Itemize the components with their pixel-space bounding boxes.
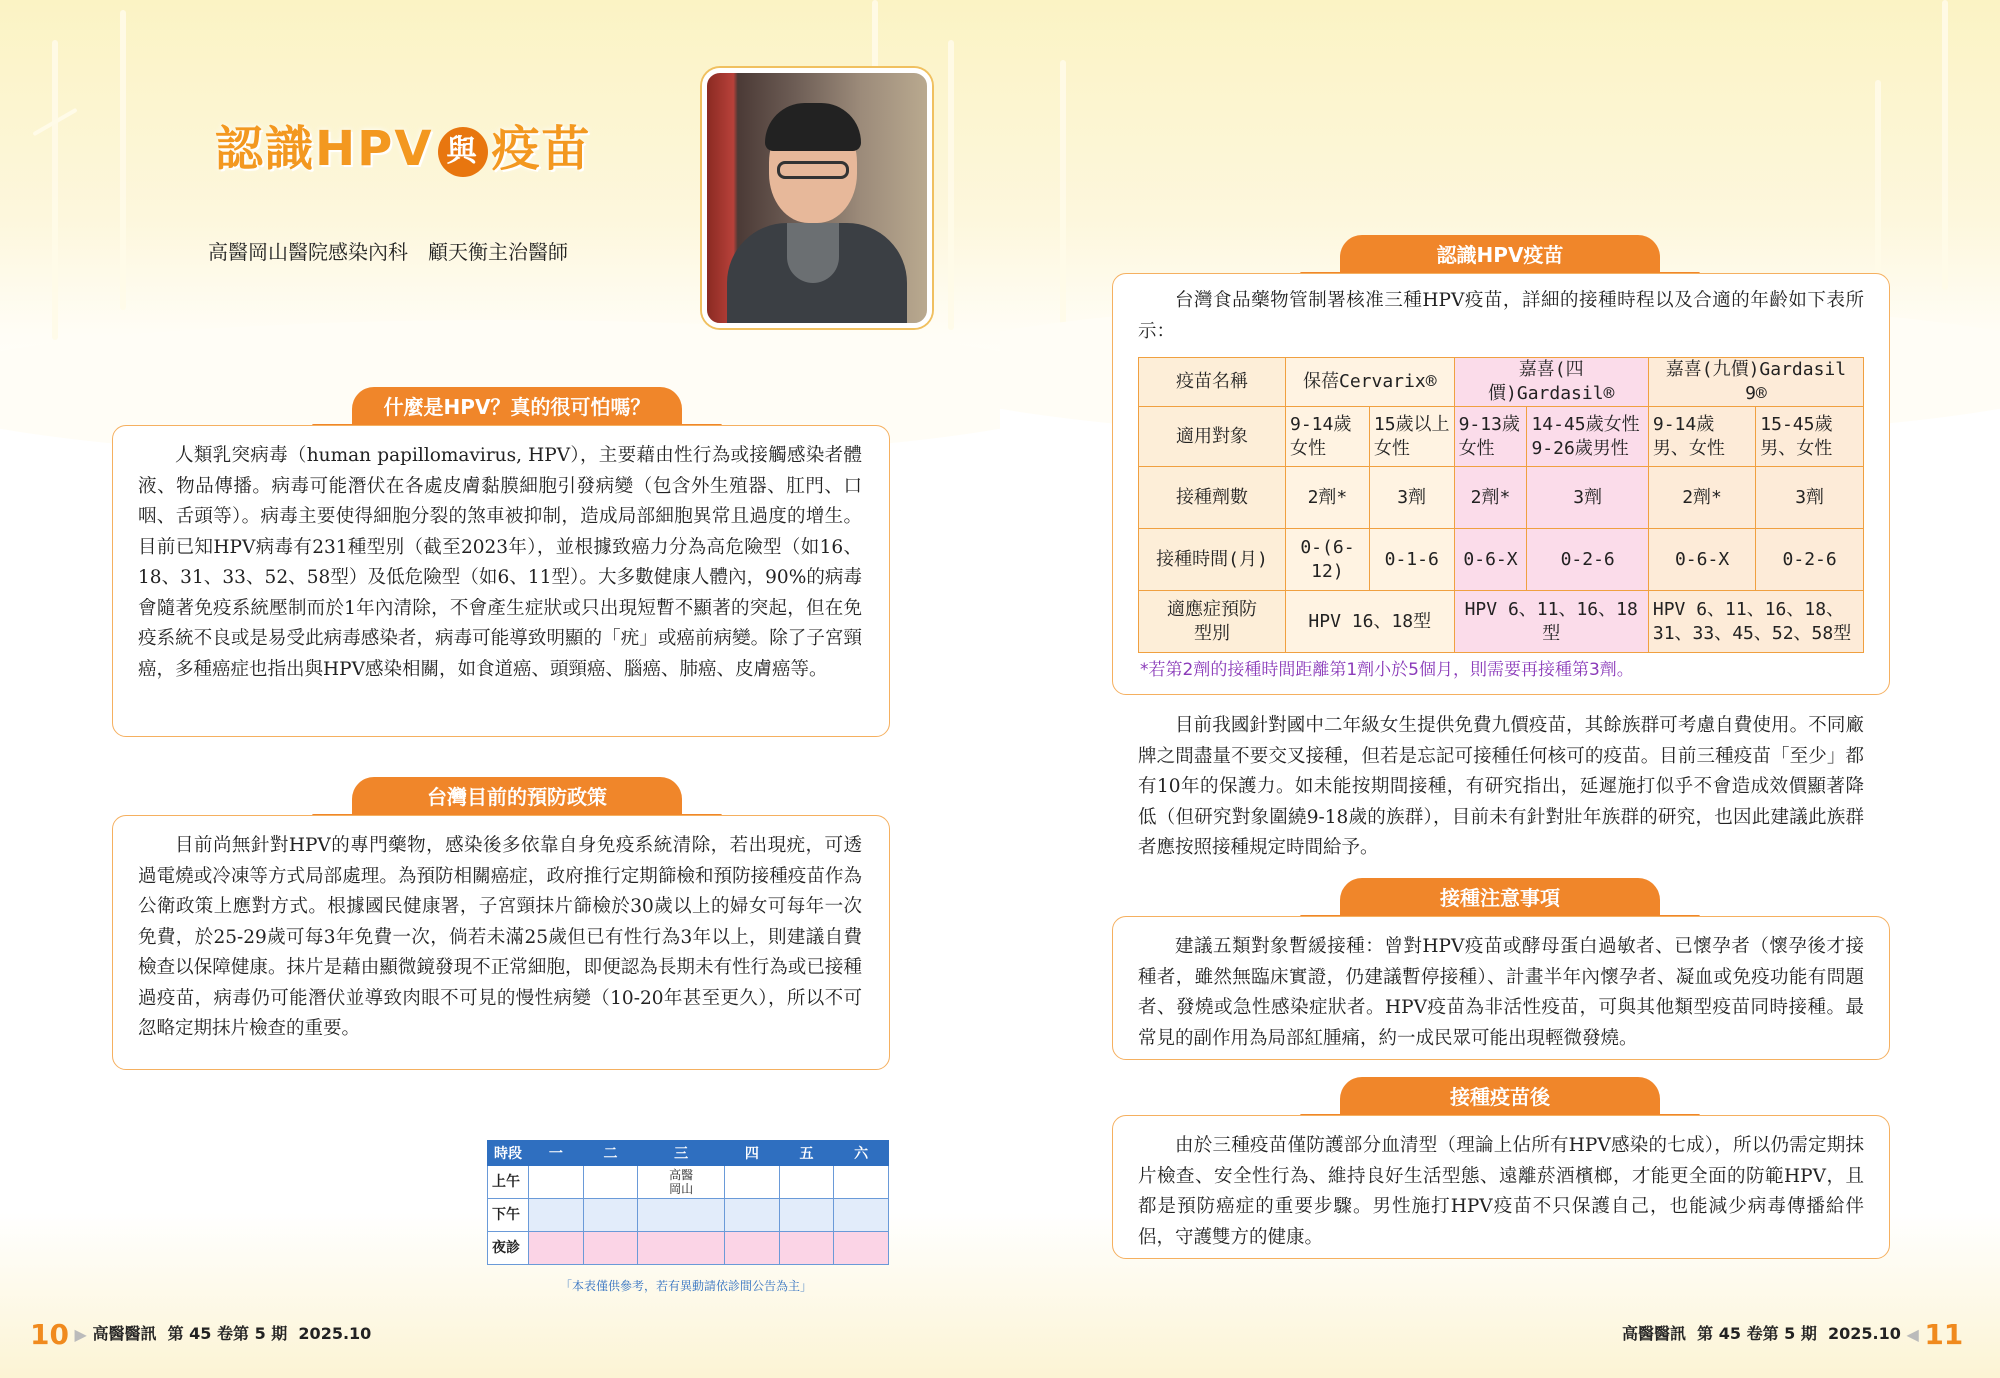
schedule-disclaimer: 「本表僅供參考，若有異動請依診間公告為主」 (560, 1279, 813, 1293)
vaccine-table-cell: 0-6-X (1454, 529, 1527, 591)
title-part-hpv: 認識HPV (215, 121, 434, 177)
issue-volume: 第 45 卷第 5 期 (1697, 1324, 1817, 1343)
issue-date: 2025.10 (298, 1324, 372, 1343)
title-part-vaccine: 疫苗 (491, 121, 592, 177)
vaccine-table-cell: 2劑* (1454, 467, 1527, 529)
vaccine-table-row-target (1139, 407, 1864, 467)
vaccine-table-cell: 0-2-6 (1756, 529, 1864, 591)
vaccine-table-footnote: *若第2劑的接種時間距離第1劑小於5個月，則需要再接種第3劑。 (1140, 660, 1634, 680)
vaccine-table-cell: 0-(6-12) (1286, 529, 1370, 591)
vaccine-table-cell: 0-6-X (1648, 529, 1755, 591)
vaccine-table-row-doses (1139, 467, 1864, 529)
vaccine-table-header: 接種時間(月) (1139, 529, 1286, 591)
vaccine-table-header: 疫苗名稱 (1139, 358, 1286, 407)
schedule-row-label: 下午 (488, 1199, 529, 1232)
magazine-name: 高醫醫訊 (92, 1324, 157, 1343)
schedule-day: 一 (529, 1141, 584, 1166)
triangle-right-icon: ▶ (74, 1325, 87, 1344)
section-body-vaccine-usage: 目前我國針對國中二年級女生提供免費九價疫苗，其餘族群可考慮自費使用。不同廠牌之間盡量不要交叉接種，但若是忘記可接種任何核可的疫苗。目前三種疫苗「至少」都有10年的保護力。如未能按期間接種，有研究指出，延遲施打似乎不會造成效價顯著降低（但研究對象圍繞9-18歲的族群），目前未有針對壯年族群的研究，也因此建議此族群者應按照接種規定時間給予。 (1138, 715, 1864, 858)
vaccine-table-cell: 15歲以上 女性 (1369, 407, 1454, 467)
schedule-cell (834, 1166, 889, 1199)
schedule-day: 三 (638, 1141, 725, 1166)
vaccine-table-row-schedule (1139, 529, 1864, 591)
vaccine-table-cell: 2劑* (1286, 467, 1370, 529)
vaccine-table-cell: 15-45歲 男、女性 (1756, 407, 1864, 467)
vaccine-table-row-name (1139, 358, 1864, 407)
schedule-day: 二 (583, 1141, 638, 1166)
triangle-left-icon: ◀ (1906, 1325, 1919, 1344)
decorative-tree (1942, 0, 1948, 290)
section-heading-what-is-hpv: 什麼是HPV？真的很可怕嗎？ (352, 387, 682, 427)
vaccine-table-row-types (1139, 591, 1864, 653)
magazine-name: 高醫醫訊 (1622, 1324, 1687, 1343)
clinic-schedule-table (487, 1140, 889, 1265)
schedule-cell-clinic: 高醫 岡山 (638, 1166, 725, 1199)
vaccine-table-cell: 9-14歲 男、女性 (1648, 407, 1755, 467)
section-body-prevention-policy: 目前尚無針對HPV的專門藥物，感染後多依靠自身免疫系統清除，若出現疣，可透過電燒或冷凍等方式局部處理。為預防相關癌症，政府推行定期篩檢和預防接種疫苗作為公衛政策上應對方式。根據國民健康署，子宮頸抹片篩檢於30歲以上的婦女可每年一次免費，於25-29歲可每3年免費一次，倘若未滿25歲但已有性行為3年以上，則建議自費檢查以保障健康。抹片是藉由顯微鏡發現不正常細胞，即便認為長期未有性行為或已接種過疫苗，病毒仍可能潛伏並導致肉眼不可見的慢性病變（10-20年甚至更久），所以不可忽略定期抹片檢查的重要。 (138, 835, 862, 1039)
vaccine-table-cell: 0-1-6 (1369, 529, 1454, 591)
vaccine-table-cell: 3劑 (1369, 467, 1454, 529)
schedule-cell (779, 1166, 834, 1199)
vaccine-table-header: 接種劑數 (1139, 467, 1286, 529)
decorative-tree (948, 40, 954, 330)
schedule-cell (725, 1166, 780, 1199)
schedule-corner: 時段 (488, 1141, 529, 1166)
schedule-row-label: 上午 (488, 1166, 529, 1199)
section-body-precautions: 建議五類對象暫緩接種：曾對HPV疫苗或酵母蛋白過敏者、已懷孕者（懷孕後才接種者，雖然無臨床實證，仍建議暫停接種）、計畫半年內懷孕者、凝血或免疫功能有問題者、發燒或急性感染症狀者。HPV疫苗為非活性疫苗，可與其他類型疫苗同時接種。最常見的副作用為局部紅腫痛，約一成民眾可能出現輕微發燒。 (1138, 936, 1864, 1049)
page-number: 10 (30, 1318, 69, 1351)
right-page (1000, 0, 2000, 1378)
article-title (215, 110, 592, 179)
schedule-day: 四 (725, 1141, 780, 1166)
decorative-tree (1060, 60, 1066, 340)
title-part-and: 與 (438, 127, 488, 177)
schedule-row-label: 夜診 (488, 1232, 529, 1265)
issue-volume: 第 45 卷第 5 期 (167, 1324, 288, 1343)
schedule-cell (583, 1166, 638, 1199)
vaccine-table-cell: 0-2-6 (1527, 529, 1648, 591)
section-body-what-is-hpv: 人類乳突病毒（human papillomavirus, HPV），主要藉由性行為或接觸感染者體液、物品傳播。病毒可能潛伏在各處皮膚黏膜細胞引發病變（包含外生殖器、肛門、口咽、舌頭等）。病毒主要使得細胞分裂的煞車被抑制，造成局部細胞異常且過度的增生。目前已知HPV病毒有231種型別（截至2023年），並根據致癌力分為高危險型（如16、18、31、33、52、58型）及低危險型（如6、11型）。大多數健康人體內，90%的病毒會隨著免疫系統壓制而於1年內清除，不會產生症狀或只出現短暫不顯著的突起，但在免疫系統不良或是易受此病毒感染者，病毒可能導致明顯的「疣」或癌前病變。除了子宮頸癌，多種癌症也指出與HPV感染相關，如食道癌、頭頸癌、腦癌、肺癌、皮膚癌等。 (138, 445, 862, 680)
vaccine-table-cell: HPV 6、11、16、18型 (1454, 591, 1648, 653)
vaccine-comparison-table (1138, 357, 1864, 653)
vaccine-gardasil-9: 嘉喜(九價)Gardasil 9® (1648, 358, 1863, 407)
schedule-row-morning (488, 1166, 889, 1199)
schedule-cell (529, 1166, 584, 1199)
schedule-row-afternoon (488, 1199, 889, 1232)
vaccine-table-cell: 14-45歲女性 9-26歲男性 (1527, 407, 1648, 467)
section-heading-hpv-vaccine: 認識HPV疫苗 (1340, 235, 1660, 275)
vaccine-table-cell: 9-14歲 女性 (1286, 407, 1370, 467)
vaccine-table-cell: HPV 16、18型 (1286, 591, 1455, 653)
decorative-tree (120, 10, 126, 310)
vaccine-table-cell: 9-13歲 女性 (1454, 407, 1527, 467)
footer-right (1622, 1318, 1963, 1351)
section-heading-prevention-policy: 台灣目前的預防政策 (352, 777, 682, 817)
vaccine-table-cell: 3劑 (1756, 467, 1864, 529)
vaccine-table-cell: 3劑 (1527, 467, 1648, 529)
schedule-day: 六 (834, 1141, 889, 1166)
section-heading-after-vaccination: 接種疫苗後 (1340, 1077, 1660, 1117)
vaccine-cervarix: 保蓓Cervarix® (1286, 358, 1455, 407)
vaccine-table-header: 適應症預防 型別 (1139, 591, 1286, 653)
page-number: 11 (1924, 1318, 1964, 1351)
author-byline: 高醫岡山醫院感染內科 顧天衡主治醫師 (208, 240, 568, 264)
section-heading-precautions: 接種注意事項 (1340, 878, 1660, 918)
vaccine-gardasil-4: 嘉喜(四價)Gardasil® (1454, 358, 1648, 407)
schedule-row-evening (488, 1232, 889, 1265)
section-body-after-vaccination: 由於三種疫苗僅防護部分血清型（理論上佔所有HPV感染的七成），所以仍需定期抹片檢查、安全性行為、維持良好生活型態、遠離菸酒檳榔，才能更全面的防範HPV，且都是預防癌症的重要步驟。男性施打HPV疫苗不只保護自己，也能減少病毒傳播給伴侶，守護雙方的健康。 (1138, 1135, 1864, 1248)
vaccine-table-cell: HPV 6、11、16、18、 31、33、45、52、58型 (1648, 591, 1863, 653)
section-intro-hpv-vaccine: 台灣食品藥物管制署核准三種HPV疫苗，詳細的接種時程以及合適的年齡如下表所示： (1138, 290, 1864, 342)
author-photo (702, 68, 932, 328)
footer-left (30, 1318, 371, 1351)
vaccine-table-header: 適用對象 (1139, 407, 1286, 467)
issue-date: 2025.10 (1827, 1324, 1901, 1343)
vaccine-table-cell: 2劑* (1648, 467, 1755, 529)
schedule-day: 五 (779, 1141, 834, 1166)
decorative-tree (52, 40, 58, 340)
